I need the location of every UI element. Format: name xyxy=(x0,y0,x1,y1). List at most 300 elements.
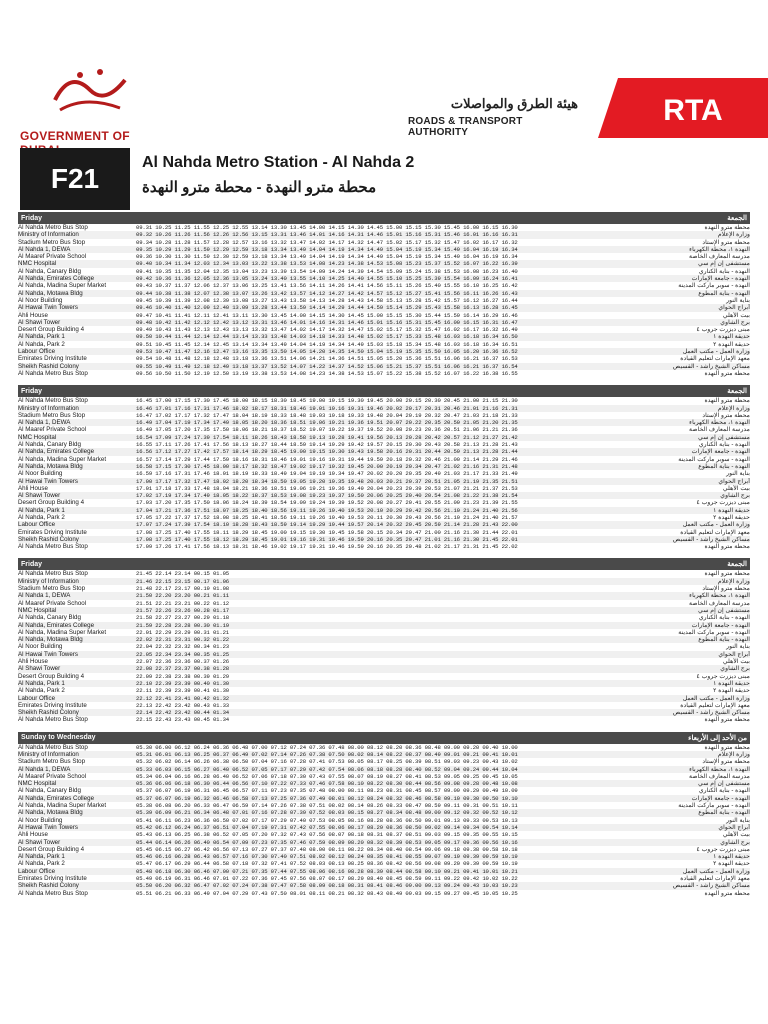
table-row xyxy=(18,456,750,463)
stop-name-en: Al Nahda 1, DEWA xyxy=(18,765,71,773)
stop-name-ar: حديقة النهدة ٢ xyxy=(713,687,750,695)
table-row xyxy=(18,744,750,751)
table-row xyxy=(18,470,750,477)
stop-name-ar: بناية النور xyxy=(726,296,750,304)
stop-times: 05.36 06.06 06.18 06.30 06.44 06.56 07.10 07.22 07.33 07.46 07.58 08.10 08.22 08.30 08.44 08.56 09.08 09.28 09.48 10.08 xyxy=(136,780,518,788)
stop-name-en: Al Nahda, Madina Super Market xyxy=(18,802,107,810)
table-row xyxy=(18,397,750,404)
table-row xyxy=(18,578,750,585)
stop-times: 22.13 22.42 23.42 00.43 01.33 xyxy=(136,701,229,709)
stop-times: 22.10 22.39 23.39 00.40 01.30 xyxy=(136,679,229,687)
table-row xyxy=(18,419,750,426)
table-row xyxy=(18,600,750,607)
stop-name-en: Al Maaref Private School xyxy=(18,772,87,780)
stop-name-en: Al Nahda 1, DEWA xyxy=(18,592,71,600)
stop-times: 16.59 17.16 17.31 17.46 18.01 18.19 18.33 18.49 19.04 19.19 19.34 19.47 20.02 20.20 20.35 20.49 21.03 21.17 21.33 21.49 xyxy=(136,470,518,478)
stop-times: 05.46 06.16 06.28 06.43 06.57 07.16 07.30 07.40 07.51 08.02 08.12 08.24 08.35 08.41 08.55 09.07 09.19 09.39 09.59 10.19 xyxy=(136,853,518,861)
stop-name-en: Al Hawai Twin Towers xyxy=(18,304,78,312)
stop-name-en: Al Nahda Metro Bus Stop xyxy=(18,889,88,897)
stop-times: 16.54 17.09 17.24 17.39 17.54 18.11 18.26 18.43 18.58 19.13 19.28 19.41 19.56 20.13 20.28 20.42 20.57 21.12 21.27 21.42 xyxy=(136,433,518,441)
table-row xyxy=(18,304,750,311)
stop-name-ar: مستشفى إن إم سي xyxy=(698,433,750,441)
stop-name-en: Ahli House xyxy=(18,311,48,319)
section-day-ar: الجمعة xyxy=(727,388,747,396)
stop-name-en: Desert Group Building 4 xyxy=(18,845,85,853)
stop-name-ar: النهدة - بناية المطوع xyxy=(698,809,750,817)
stop-times: 05.34 06.04 06.16 06.28 06.40 06.52 07.06 07.18 07.30 07.43 07.55 08.07 08.19 08.27 08.41 08.53 09.05 09.25 09.45 10.05 xyxy=(136,772,518,780)
stop-name-en: Al Nahda, Emirates College xyxy=(18,794,95,802)
stop-name-ar: وزارة الإعلام xyxy=(717,751,750,758)
stop-times: 09.47 10.41 11.41 12.11 12.41 13.11 13.30 13.45 14.00 14.15 14.30 14.45 15.00 15.15 15.30 15.44 15.59 16.14 16.29 16.46 xyxy=(136,311,518,319)
stop-times: 16.55 17.11 17.26 17.41 17.56 18.13 18.27 18.44 18.59 19.14 19.29 19.42 19.57 20.15 20.30 20.43 20.58 21.13 21.28 21.43 xyxy=(136,441,518,449)
table-row xyxy=(18,363,750,370)
stop-name-ar: بيت الأهلي xyxy=(722,311,750,319)
stop-name-en: Al Nahda, Park 2 xyxy=(18,860,65,868)
stop-name-en: Al Nahda, Park 1 xyxy=(18,853,65,861)
table-row xyxy=(18,766,750,773)
stop-name-en: Al Maaref Private School xyxy=(18,599,87,607)
table-row xyxy=(18,802,750,809)
table-row xyxy=(18,809,750,816)
stop-name-ar: معهد الإمارات لتعليم القيادة xyxy=(680,701,750,709)
stop-times: 21.51 22.21 23.21 00.22 01.12 xyxy=(136,599,229,607)
table-row xyxy=(18,643,750,650)
stop-times: 09.49 10.43 11.43 12.13 12.43 13.13 13.32 13.47 14.02 14.17 14.32 14.47 15.02 15.17 15.32 15.47 16.02 16.17 16.32 16.49 xyxy=(136,326,518,334)
stop-name-en: Al Nahda, Park 1 xyxy=(18,679,65,687)
stop-name-en: Al Nahda, Motawa Bldg xyxy=(18,289,83,297)
rta-logo-text: RTA xyxy=(663,94,723,127)
section-rows xyxy=(18,397,750,550)
table-row xyxy=(18,282,750,289)
stop-times: 09.55 10.49 11.49 12.18 12.49 13.18 13.37 13.52 14.07 14.22 14.37 14.52 15.06 15.21 15.37 15.51 16.06 16.21 16.37 16.54 xyxy=(136,362,518,370)
stop-name-en: Al Nahda, Motawa Bldg xyxy=(18,809,83,817)
table-row xyxy=(18,658,750,665)
stop-times: 21.57 22.26 23.26 00.28 01.17 xyxy=(136,606,229,614)
section-rows xyxy=(18,224,750,377)
stop-name-ar: النهدة - بناية الكناري xyxy=(698,787,750,795)
stop-name-en: Emirates Driving Institute xyxy=(18,528,87,536)
stop-name-en: Stadium Metro Bus Stop xyxy=(18,585,86,593)
stop-name-ar: مبنى ديزرت جروب ٤ xyxy=(696,326,750,334)
route-code: F21 xyxy=(20,148,130,210)
table-row xyxy=(18,592,750,599)
table-row xyxy=(18,795,750,802)
stop-name-en: Desert Group Building 4 xyxy=(18,672,85,680)
stop-times: 17.00 17.17 17.32 17.47 18.02 18.20 18.34 18.50 19.05 19.20 19.35 19.48 20.03 20.21 20.37 20.51 21.05 21.19 21.35 21.51 xyxy=(136,477,518,485)
section-day-ar: من الأحد إلى الأربعاء xyxy=(688,734,747,742)
stop-name-en: Stadium Metro Bus Stop xyxy=(18,758,86,766)
stop-name-en: NMC Hospital xyxy=(18,260,57,268)
section-header xyxy=(18,558,750,570)
stop-times: 17.07 17.24 17.39 17.54 18.10 18.28 18.43 18.59 19.14 19.29 19.44 19.57 20.14 20.32 20.45 20.59 21.14 21.28 21.43 22.00 xyxy=(136,521,518,529)
stop-name-ar: محطة مترو الإستاد xyxy=(702,238,750,246)
table-row xyxy=(18,412,750,419)
table-row xyxy=(18,405,750,412)
table-row xyxy=(18,370,750,377)
stop-name-ar: مدرسة المعارف الخاصة xyxy=(689,772,750,780)
stop-times: 22.14 22.42 23.42 00.44 01.34 xyxy=(136,709,229,717)
stop-name-ar: بيت الأهلي xyxy=(722,484,750,492)
table-row xyxy=(18,585,750,592)
stop-name-ar: محطة مترو النهدة xyxy=(704,543,750,551)
table-row xyxy=(18,839,750,846)
stop-times: 17.04 17.21 17.36 17.51 18.07 18.25 18.40 18.56 19.11 19.26 19.40 19.53 20.10 20.29 20.42 20.56 21.10 21.24 21.40 21.56 xyxy=(136,506,518,514)
stop-times: 21.59 22.28 23.28 00.30 01.19 xyxy=(136,621,229,629)
rta-name-ar: هيئة الطرق والمواصلات xyxy=(450,96,578,111)
stop-name-en: Al Nahda Metro Bus Stop xyxy=(18,543,88,551)
table-row xyxy=(18,622,750,629)
stop-times: 21.46 22.15 23.15 00.17 01.06 xyxy=(136,577,229,585)
stop-name-ar: مساكن الشيخ راشد - القسيص xyxy=(672,362,750,370)
section-rows xyxy=(18,744,750,897)
stop-times: 16.49 17.05 17.20 17.35 17.50 18.06 18.21 18.37 18.52 19.07 19.22 19.37 19.52 20.08 20.23 20.36 20.51 21.06 21.21 21.36 xyxy=(136,426,518,434)
stop-times: 21.48 22.17 23.17 00.19 01.08 xyxy=(136,585,229,593)
rta-logo xyxy=(408,76,768,146)
table-row xyxy=(18,614,750,621)
stop-times: 05.48 06.18 06.30 06.46 07.00 07.21 07.35 07.44 07.55 08.06 08.16 08.28 08.39 08.44 08.58 09.10 09.21 09.41 10.01 10.21 xyxy=(136,867,518,875)
stop-name-en: Al Nahda Metro Bus Stop xyxy=(18,716,88,724)
section-header xyxy=(18,385,750,397)
stop-name-ar: حديقة النهدة ١ xyxy=(713,679,750,687)
stop-name-en: NMC Hospital xyxy=(18,606,57,614)
stop-name-ar: محطة مترو النهدة xyxy=(704,397,750,405)
stop-name-ar: محطة مترو الإستاد xyxy=(702,411,750,419)
stop-times: 05.33 06.03 06.15 06.27 06.40 06.52 07.05 07.17 07.29 07.42 07.54 08.06 08.18 08.28 08.40 08.52 09.04 09.24 09.44 10.04 xyxy=(136,765,518,773)
table-row xyxy=(18,348,750,355)
stop-name-ar: وزارة العمل - مكتب العمل xyxy=(682,521,750,529)
stop-name-en: NMC Hospital xyxy=(18,433,57,441)
table-row xyxy=(18,817,750,824)
stop-name-en: Al Nahda, Emirates College xyxy=(18,448,95,456)
stop-name-ar: محطة مترو الإستاد xyxy=(702,585,750,593)
table-row xyxy=(18,319,750,326)
stop-name-en: Stadium Metro Bus Stop xyxy=(18,238,86,246)
stop-times: 17.08 17.25 17.40 17.55 18.12 18.29 18.45 19.01 19.16 19.31 19.46 19.59 20.16 20.35 20.47 21.01 21.16 21.30 21.45 22.01 xyxy=(136,535,518,543)
stop-name-en: Al Hawai Twin Towers xyxy=(18,477,78,485)
table-row xyxy=(18,709,750,716)
stop-times: 05.41 06.11 06.23 06.36 06.50 07.02 07.17 07.29 07.40 07.53 08.05 08.16 08.28 08.36 08.50 09.01 09.13 09.33 09.53 10.13 xyxy=(136,816,518,824)
stop-times: 16.57 17.14 17.29 17.44 17.59 18.16 18.31 18.46 19.01 19.16 19.31 19.44 19.59 20.18 20.32 20.46 21.00 21.14 21.29 21.46 xyxy=(136,455,518,463)
table-row xyxy=(18,290,750,297)
stop-times: 21.45 22.14 23.14 00.15 01.05 xyxy=(136,570,229,578)
stop-times: 22.05 22.34 23.34 00.35 01.25 xyxy=(136,650,229,658)
stop-times: 17.03 17.20 17.35 17.50 18.06 18.24 18.39 18.54 19.09 19.24 19.39 19.52 20.08 20.27 20.41 20.55 21.09 21.23 21.39 21.55 xyxy=(136,499,518,507)
table-row xyxy=(18,680,750,687)
stop-name-ar: محطة مترو النهدة xyxy=(704,889,750,897)
stop-times: 16.45 17.00 17.15 17.30 17.45 18.00 18.15 18.30 18.45 19.00 19.15 19.30 19.45 20.00 20.15 20.30 20.45 21.00 21.15 21.30 xyxy=(136,397,518,405)
stop-name-en: Ministry of Information xyxy=(18,751,79,758)
table-row xyxy=(18,629,750,636)
stop-name-en: Ministry of Information xyxy=(18,231,79,239)
stop-times: 09.45 10.39 11.39 12.08 12.39 13.08 13.27 13.43 13.58 14.13 14.28 14.43 14.58 15.13 15.28 15.42 15.57 16.12 16.27 16.44 xyxy=(136,296,518,304)
stop-name-ar: بناية النور xyxy=(726,643,750,651)
stop-times: 09.44 10.38 11.38 12.07 12.38 13.07 13.26 13.42 13.57 14.12 14.27 14.42 14.57 15.12 15.27 15.41 15.56 16.11 16.26 16.43 xyxy=(136,289,518,297)
stop-name-ar: حديقة النهدة ٢ xyxy=(713,513,750,521)
table-row xyxy=(18,239,750,246)
stop-times: 22.07 22.36 23.36 00.37 01.26 xyxy=(136,658,229,666)
stop-name-en: Al Nahda, Park 2 xyxy=(18,340,65,348)
stop-name-ar: مدرسة المعارف الخاصة xyxy=(689,599,750,607)
stop-name-en: Labour Office xyxy=(18,867,56,875)
table-row xyxy=(18,673,750,680)
stop-name-en: Al Nahda, Madina Super Market xyxy=(18,455,107,463)
table-row xyxy=(18,529,750,536)
stop-times: 09.51 10.45 11.45 12.14 12.45 13.14 13.34 13.49 14.04 14.19 14.34 14.49 15.03 15.18 15.34 15.48 16.03 16.18 16.34 16.51 xyxy=(136,340,518,348)
stop-times: 09.31 10.25 11.25 11.55 12.25 12.55 13.14 13.30 13.45 14.00 14.15 14.30 14.45 15.00 15.15 15.30 15.45 16.00 16.15 16.30 xyxy=(136,224,518,231)
stop-name-en: Al Noor Building xyxy=(18,643,63,651)
stop-times: 22.08 22.37 23.37 00.38 01.28 xyxy=(136,665,229,673)
stop-name-en: Labour Office xyxy=(18,694,56,702)
stop-name-en: Stadium Metro Bus Stop xyxy=(18,411,86,419)
table-row xyxy=(18,275,750,282)
rta-name-en: ROADS & TRANSPORT AUTHORITY xyxy=(408,116,523,138)
section-day-en: Friday xyxy=(21,560,43,568)
section-rows xyxy=(18,570,750,723)
stop-name-en: Al Nahda, Canary Bldg xyxy=(18,614,81,622)
stop-name-ar: النهدة - جامعة الإمارات xyxy=(691,448,750,456)
dubai-calligraphy-icon xyxy=(50,60,130,120)
stop-times: 16.47 17.02 17.17 17.32 17.47 18.04 18.19 18.33 18.48 19.03 19.18 19.33 19.48 20.04 20.19 20.32 20.47 21.03 21.18 21.33 xyxy=(136,411,518,419)
stop-name-en: Sheikh Rashid Colony xyxy=(18,709,79,717)
stop-name-ar: أبراج الحواي xyxy=(718,823,750,831)
stop-times: 05.30 06.00 06.12 06.24 06.36 06.48 07.00 07.12 07.24 07.36 07.48 08.00 08.12 08.20 08.36 08.48 09.00 09.20 09.40 10.00 xyxy=(136,743,518,751)
stop-name-ar: النهدة - سوبر ماركت المدينة xyxy=(678,282,750,290)
stop-name-en: Al Nahda Metro Bus Stop xyxy=(18,397,88,405)
table-row xyxy=(18,536,750,543)
stop-name-ar: وزارة الإعلام xyxy=(717,404,750,412)
stop-name-ar: النهدة - بناية الكناري xyxy=(698,614,750,622)
stop-name-ar: وزارة العمل - مكتب العمل xyxy=(682,867,750,875)
stop-name-en: Al Nahda Metro Bus Stop xyxy=(18,570,88,578)
stop-times: 05.43 06.13 06.25 06.38 06.52 07.05 07.20 07.32 07.43 07.56 08.07 08.18 08.31 08.37 08.51 09.03 09.15 09.35 09.55 10.15 xyxy=(136,831,518,839)
section-day-en: Sunday to Wednesday xyxy=(21,734,96,742)
stop-name-ar: محطة مترو الإستاد xyxy=(702,758,750,766)
stop-name-ar: برج الشاوي xyxy=(720,665,750,673)
stop-name-en: Desert Group Building 4 xyxy=(18,499,85,507)
section-day-en: Friday xyxy=(21,387,43,395)
stop-name-en: Al Nahda 1, DEWA xyxy=(18,245,71,253)
stop-times: 09.50 10.44 11.44 12.14 12.44 13.14 13.33 13.48 14.03 14.18 14.33 14.48 15.02 15.17 15.33 15.48 16.03 16.18 16.34 16.50 xyxy=(136,333,518,341)
stop-name-ar: مساكن الشيخ راشد - القسيص xyxy=(672,882,750,890)
stop-name-en: Al Maaref Private School xyxy=(18,253,87,261)
table-row xyxy=(18,492,750,499)
table-row xyxy=(18,773,750,780)
stop-name-ar: محطة مترو النهدة xyxy=(704,369,750,377)
table-row xyxy=(18,868,750,875)
table-row xyxy=(18,853,750,860)
stop-name-ar: معهد الإمارات لتعليم القيادة xyxy=(680,355,750,363)
stop-name-en: Ministry of Information xyxy=(18,404,79,412)
table-row xyxy=(18,246,750,253)
stop-name-ar: النهدة - بناية المطوع xyxy=(698,462,750,470)
stop-name-ar: النهدة ١، محطة الكهرباء xyxy=(689,419,750,427)
stop-times: 05.44 06.14 06.26 06.40 06.54 07.09 07.23 07.35 07.46 07.59 08.09 08.20 08.32 08.39 08.53 09.05 09.17 09.36 09.56 10.16 xyxy=(136,838,518,846)
stop-times: 05.47 06.17 06.29 06.44 06.58 07.18 07.32 07.41 07.52 08.03 08.13 08.25 08.36 08.42 08.56 09.08 09.20 09.39 09.59 10.19 xyxy=(136,860,518,868)
stop-name-ar: النهدة - بناية المطوع xyxy=(698,636,750,644)
stop-name-en: Al Nahda, Park 1 xyxy=(18,506,65,514)
stop-name-ar: النهدة - جامعة الإمارات xyxy=(691,794,750,802)
table-row xyxy=(18,341,750,348)
stop-times: 09.32 10.26 11.26 11.56 12.26 12.56 13.15 13.31 13.46 14.01 14.16 14.31 14.46 15.01 15.16 15.31 15.46 16.01 16.16 16.31 xyxy=(136,231,518,239)
stop-name-ar: بناية النور xyxy=(726,816,750,824)
stop-times: 22.09 22.38 23.38 00.39 01.29 xyxy=(136,672,229,680)
stop-times: 16.56 17.12 17.27 17.42 17.57 18.14 18.29 18.45 19.00 19.15 19.30 19.43 19.58 20.16 20.31 20.44 20.59 21.13 21.28 21.44 xyxy=(136,448,518,456)
stop-name-en: Emirates Driving Institute xyxy=(18,701,87,709)
stop-name-ar: أبراج الحواي xyxy=(718,304,750,312)
table-row xyxy=(18,355,750,362)
stop-name-ar: وزارة الإعلام xyxy=(717,231,750,239)
stop-name-ar: مدرسة المعارف الخاصة xyxy=(689,253,750,261)
stop-times: 17.09 17.26 17.41 17.56 18.13 18.31 18.46 19.02 19.17 19.31 19.46 19.59 20.16 20.35 20.48 21.02 21.17 21.31 21.45 22.02 xyxy=(136,543,518,551)
stop-name-ar: مدرسة المعارف الخاصة xyxy=(689,426,750,434)
table-row xyxy=(18,297,750,304)
stop-name-en: Al Nahda Metro Bus Stop xyxy=(18,369,88,377)
gov-name: GOVERNMENT OF xyxy=(20,129,130,143)
stop-name-ar: مبنى ديزرت جروب ٤ xyxy=(696,672,750,680)
stop-name-ar: بيت الأهلي xyxy=(722,831,750,839)
stop-name-en: Ahli House xyxy=(18,658,48,666)
stop-times: 22.11 22.39 23.39 00.41 01.30 xyxy=(136,687,229,695)
stop-times: 09.48 10.42 11.42 12.12 12.42 13.12 13.31 13.46 14.01 14.16 14.31 14.46 15.01 15.16 15.31 15.45 16.00 16.15 16.31 16.47 xyxy=(136,318,518,326)
schedule-section xyxy=(18,212,750,377)
stop-times: 21.50 22.20 23.20 00.21 01.11 xyxy=(136,592,229,600)
stop-times: 22.04 22.32 23.32 00.34 01.23 xyxy=(136,643,229,651)
stop-name-en: Al Nahda 1, DEWA xyxy=(18,419,71,427)
section-day-en: Friday xyxy=(21,214,43,222)
stop-times: 05.39 06.09 06.21 06.34 06.48 07.01 07.16 07.28 07.39 07.52 08.03 08.15 08.27 08.34 08.48 09.00 09.12 09.32 09.52 10.12 xyxy=(136,809,518,817)
stop-name-en: Al Nahda, Canary Bldg xyxy=(18,787,81,795)
table-row xyxy=(18,824,750,831)
stop-name-ar: حديقة النهدة ٢ xyxy=(713,860,750,868)
route-title-en: Al Nahda Metro Station - Al Nahda 2 xyxy=(142,154,415,171)
stop-times: 22.01 22.29 23.29 00.31 01.21 xyxy=(136,628,229,636)
stop-name-en: Al Nahda, Emirates College xyxy=(18,275,95,283)
stop-name-ar: مستشفى إن إم سي xyxy=(698,780,750,788)
table-row xyxy=(18,499,750,506)
section-header xyxy=(18,732,750,744)
stop-name-en: Al Maaref Private School xyxy=(18,426,87,434)
stop-name-en: Sheikh Rashid Colony xyxy=(18,362,79,370)
stop-times: 09.56 10.50 11.50 12.19 12.50 13.19 13.38 13.53 14.08 14.23 14.38 14.53 15.07 15.22 15.38 15.52 16.07 16.22 16.38 16.55 xyxy=(136,369,518,377)
stop-name-ar: مبنى ديزرت جروب ٤ xyxy=(696,845,750,853)
government-of-dubai-logo xyxy=(20,60,170,157)
stop-times: 05.50 06.20 06.32 06.47 07.02 07.24 07.38 07.47 07.58 08.09 08.18 08.31 08.41 08.46 09.00 09.13 09.24 09.43 10.03 10.23 xyxy=(136,882,518,890)
stop-name-ar: النهدة - سوبر ماركت المدينة xyxy=(678,802,750,810)
stop-times: 05.31 06.01 06.13 06.25 06.37 06.49 07.02 07.14 07.26 07.38 07.50 08.02 08.14 08.22 08.37 08.49 09.01 09.21 09.41 10.01 xyxy=(136,751,518,758)
stop-name-en: Al Shawi Tower xyxy=(18,318,61,326)
table-row xyxy=(18,326,750,333)
stop-name-ar: برج الشاوي xyxy=(720,838,750,846)
stop-name-en: Labour Office xyxy=(18,348,56,356)
stop-times: 09.53 10.47 11.47 12.16 12.47 13.16 13.35 13.50 14.05 14.20 14.35 14.50 15.04 15.19 15.35 15.50 16.05 16.20 16.36 16.52 xyxy=(136,348,518,356)
table-row xyxy=(18,716,750,723)
stop-name-en: Desert Group Building 4 xyxy=(18,326,85,334)
stop-name-ar: النهدة - بناية المطوع xyxy=(698,289,750,297)
table-row xyxy=(18,687,750,694)
stop-name-ar: بيت الأهلي xyxy=(722,658,750,666)
table-row xyxy=(18,543,750,550)
stop-name-ar: حديقة النهدة ١ xyxy=(713,853,750,861)
table-row xyxy=(18,758,750,765)
stop-name-ar: مبنى ديزرت جروب ٤ xyxy=(696,499,750,507)
table-row xyxy=(18,890,750,897)
stop-times: 09.34 10.28 11.28 11.57 12.28 12.57 13.16 13.32 13.47 14.02 14.17 14.32 14.47 15.02 15.17 15.32 15.47 16.02 16.17 16.32 xyxy=(136,238,518,246)
stop-times: 21.58 22.27 23.27 00.29 01.18 xyxy=(136,614,229,622)
table-row xyxy=(18,882,750,889)
table-row xyxy=(18,507,750,514)
stop-name-en: Labour Office xyxy=(18,521,56,529)
stop-name-ar: وزارة الإعلام xyxy=(717,577,750,585)
stop-name-ar: النهدة - جامعة الإمارات xyxy=(691,275,750,283)
stop-times: 09.54 10.48 11.48 12.18 12.48 13.18 13.36 13.51 14.06 14.21 14.36 14.51 15.05 15.20 15.36 15.51 16.06 16.21 16.37 16.53 xyxy=(136,355,518,363)
stop-times: 05.51 06.21 06.33 06.49 07.04 07.29 07.43 07.50 08.01 08.11 08.21 08.32 08.43 08.49 09.03 09.15 09.27 09.45 10.05 10.25 xyxy=(136,889,518,897)
table-row xyxy=(18,751,750,758)
stop-name-ar: حديقة النهدة ١ xyxy=(713,506,750,514)
table-row xyxy=(18,636,750,643)
table-row xyxy=(18,875,750,882)
table-row xyxy=(18,702,750,709)
table-row xyxy=(18,312,750,319)
stop-name-ar: وزارة العمل - مكتب العمل xyxy=(682,348,750,356)
stop-times: 09.36 10.30 11.30 11.59 12.30 12.59 13.18 13.34 13.49 14.04 14.19 14.34 14.49 15.04 15.19 15.34 15.49 16.04 16.19 16.34 xyxy=(136,253,518,261)
table-row xyxy=(18,846,750,853)
stop-name-en: Al Shawi Tower xyxy=(18,838,61,846)
stop-name-en: Emirates Driving Institute xyxy=(18,355,87,363)
section-header xyxy=(18,212,750,224)
stop-name-ar: محطة مترو النهدة xyxy=(704,224,750,231)
section-day-ar: الجمعة xyxy=(727,215,747,222)
stop-name-ar: محطة مترو النهدة xyxy=(704,570,750,578)
stop-name-ar: النهدة - سوبر ماركت المدينة xyxy=(678,628,750,636)
stop-times: 22.02 22.31 23.31 00.32 01.22 xyxy=(136,636,229,644)
table-row xyxy=(18,485,750,492)
stop-name-en: Al Nahda, Motawa Bldg xyxy=(18,462,83,470)
stop-name-en: NMC Hospital xyxy=(18,780,57,788)
stop-name-en: Al Nahda, Madina Super Market xyxy=(18,628,107,636)
stop-name-en: Al Nahda, Madina Super Market xyxy=(18,282,107,290)
table-row xyxy=(18,441,750,448)
stop-times: 22.15 22.43 23.43 00.45 01.34 xyxy=(136,716,229,724)
stop-name-ar: النهدة - سوبر ماركت المدينة xyxy=(678,455,750,463)
stop-name-en: Al Shawi Tower xyxy=(18,665,61,673)
table-row xyxy=(18,426,750,433)
stop-name-ar: النهدة ١، محطة الكهرباء xyxy=(689,765,750,773)
stop-name-en: Al Nahda, Park 2 xyxy=(18,687,65,695)
table-row xyxy=(18,260,750,267)
table-row xyxy=(18,514,750,521)
stop-name-en: Ahli House xyxy=(18,831,48,839)
stop-times: 05.49 06.19 06.31 06.46 07.01 07.22 07.36 07.45 07.56 08.07 08.17 08.29 08.40 08.45 08.59 09.11 09.22 09.42 10.02 10.22 xyxy=(136,875,518,883)
stop-times: 09.46 10.40 11.40 12.09 12.40 13.09 13.28 13.44 13.59 14.14 14.29 14.44 14.59 15.14 15.29 15.43 15.58 16.13 16.28 16.45 xyxy=(136,304,518,312)
stop-times: 05.45 06.15 06.27 06.42 06.56 07.13 07.27 07.37 07.48 08.00 08.11 08.22 08.34 08.40 08.54 09.06 09.18 09.38 09.58 10.18 xyxy=(136,845,518,853)
stop-times: 05.38 06.08 06.20 06.33 06.47 06.59 07.14 07.26 07.38 07.51 08.02 08.14 08.26 08.33 08.47 08.59 09.11 09.31 09.51 10.11 xyxy=(136,802,518,810)
stop-name-ar: محطة مترو النهدة xyxy=(704,743,750,751)
stop-times: 17.05 17.22 17.37 17.52 18.08 18.25 18.41 18.56 19.11 19.26 19.40 19.53 20.11 20.30 20.43 20.56 21.10 21.24 21.40 21.57 xyxy=(136,513,518,521)
table-row xyxy=(18,787,750,794)
stop-name-en: Al Nahda, Park 1 xyxy=(18,333,65,341)
stop-name-ar: أبراج الحواي xyxy=(718,650,750,658)
table-row xyxy=(18,268,750,275)
stop-times: 09.41 10.35 11.35 12.04 12.35 13.04 13.23 13.39 13.54 14.09 14.24 14.39 14.54 15.09 15.24 15.38 15.53 16.08 16.23 16.40 xyxy=(136,267,518,275)
table-row xyxy=(18,607,750,614)
stop-name-ar: مساكن الشيخ راشد - القسيص xyxy=(672,535,750,543)
route-banner xyxy=(0,148,768,210)
stop-name-ar: أبراج الحواي xyxy=(718,477,750,485)
table-row xyxy=(18,253,750,260)
schedule-section xyxy=(18,385,750,550)
table-row xyxy=(18,651,750,658)
route-title-ar: محطة مترو النهدة - محطة مترو النهدة xyxy=(142,179,377,196)
